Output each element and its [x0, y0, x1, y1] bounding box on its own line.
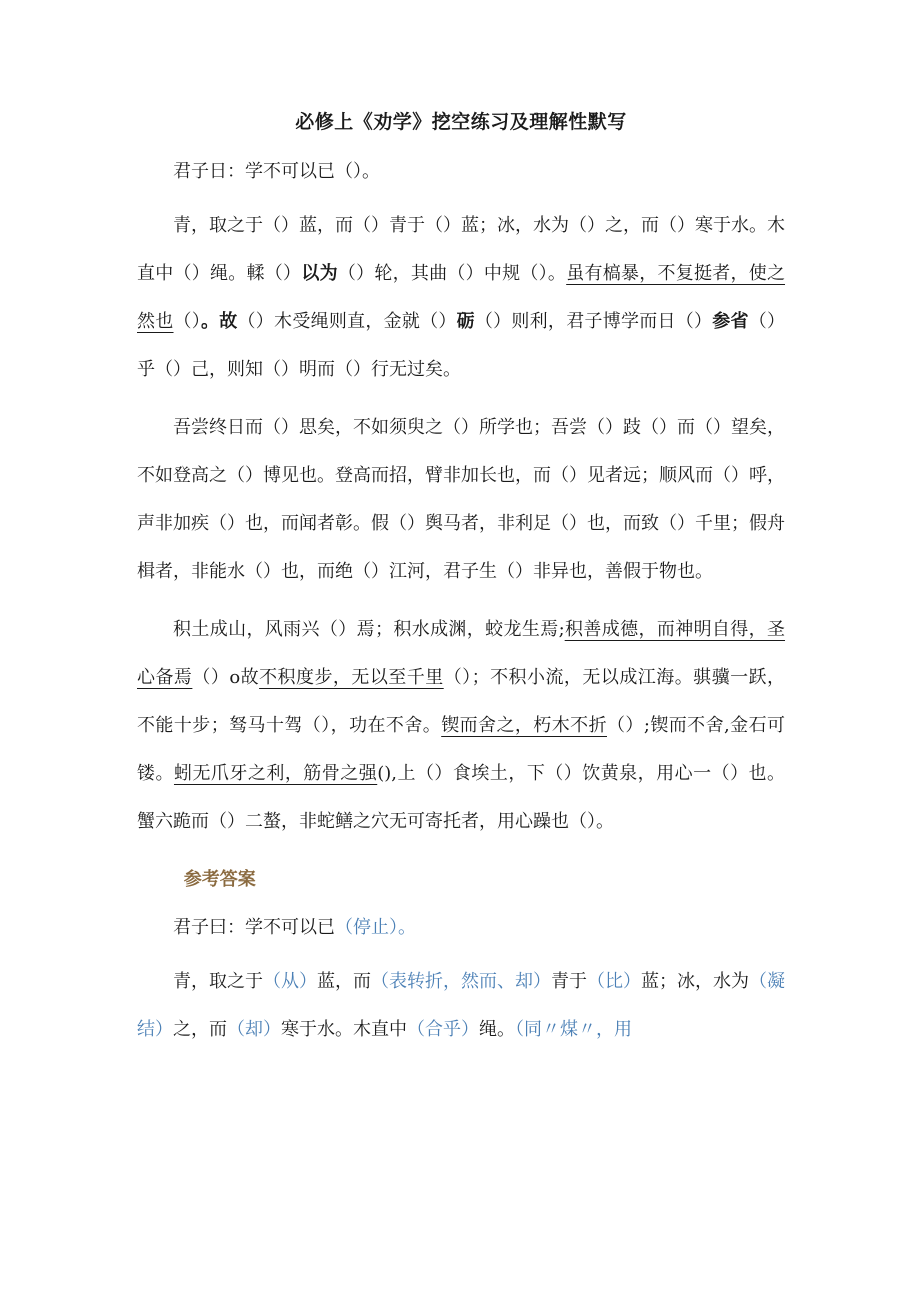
text-segment: （）；不积小流，无以成江海。骐骥一跃，不能十步；驽马十驾（），功在不舍。: [137, 667, 786, 736]
text-segment: （）乎（）己，则知（）明而（）行无过矣。: [137, 311, 786, 380]
answer-paragraph-2: [137, 958, 785, 1054]
bold-text: 参省: [712, 311, 749, 332]
answers-heading: 参考答案: [183, 869, 256, 890]
text-segment: 蓝；冰，水为: [641, 971, 749, 992]
document-page: [137, 110, 785, 1064]
underlined-text: 锲而舍之，朽木不折: [441, 715, 607, 736]
exercise-paragraph-1: 君子日：学不可以已（）。: [173, 161, 380, 182]
answer-text: （从）: [263, 971, 317, 992]
answer-text: （同〃煤〃，用: [515, 1019, 632, 1040]
answer-text: （表转折，然而、却）: [371, 971, 551, 992]
exercise-paragraph-2: [137, 202, 785, 394]
exercise-paragraph-3: 吾尝终日而（）思矣，不如须臾之（）所学也；吾尝（）跂（）而（）望矣，不如登高之（）博见也。登高而招，臂非加长也，而（）见者远；顺风而（）呼，声非加疾（）也，而闻者彰。假（）舆马者，非利足（）也，而致（）千里；假舟楫者，非能水（）也，而绝（）江河，君子生（）非异也，善假于物也。: [137, 417, 785, 582]
answer-paragraph-1: [137, 904, 785, 952]
text-segment: （）轮，其曲（）中规（）。: [337, 263, 567, 284]
answer-text: （合乎）: [407, 1019, 479, 1040]
text-segment: 积土成山，风雨兴（）焉；积水成渊，蛟龙生焉;: [173, 619, 565, 640]
text-segment: 青，取之于（）蓝，而（）青于（）蓝；冰，水为（）之，而（）寒于水。木直中（）绳。輮（）: [137, 215, 785, 284]
text-segment: 君子曰：学不可以已: [173, 917, 335, 938]
answer-text: （比）: [587, 971, 641, 992]
text-segment: 绳。: [479, 1019, 515, 1040]
underlined-text: 虽有槁暴，不复挺者，使之然也: [137, 263, 786, 332]
answer-text: （停止）。: [335, 917, 416, 938]
text-segment: （）: [173, 311, 202, 332]
text-segment: 寒于水。木直中: [281, 1019, 407, 1040]
text-segment: （）;锲而不舍,金石可镂。: [137, 715, 786, 784]
text-segment: （）o故: [192, 667, 260, 688]
bold-text: 以为: [301, 263, 338, 284]
bold-text: 砺: [456, 311, 475, 332]
text-segment: 蓝，而: [317, 971, 371, 992]
underlined-text: 积善成德，而神明自得，圣心备焉: [137, 619, 786, 688]
text-segment: 青，取之于: [173, 971, 263, 992]
text-segment: （）木受绳则直，金就（）: [237, 311, 457, 332]
underlined-text: 不积度步，无以至千里: [259, 667, 444, 688]
text-segment: (),上（）食埃土，下（）饮黄泉，用心一（）也。蟹六跪而（）二螯，非蛇鳝之穴无可寄托者，用心躁也（）。: [137, 763, 786, 832]
text-segment: （）则利，君子博学而日（）: [474, 311, 713, 332]
answer-text: （凝结）: [137, 971, 785, 1040]
text-segment: 青于: [551, 971, 587, 992]
underlined-text: 蚓无爪牙之利，筋骨之强: [173, 763, 378, 784]
answer-text: （却）: [227, 1019, 281, 1040]
page-title: 必修上《劝学》挖空练习及理解性默写: [295, 111, 627, 133]
text-segment: 之，而: [173, 1019, 227, 1040]
exercise-paragraph-4: [137, 606, 785, 846]
bold-text: 。故: [201, 311, 238, 332]
